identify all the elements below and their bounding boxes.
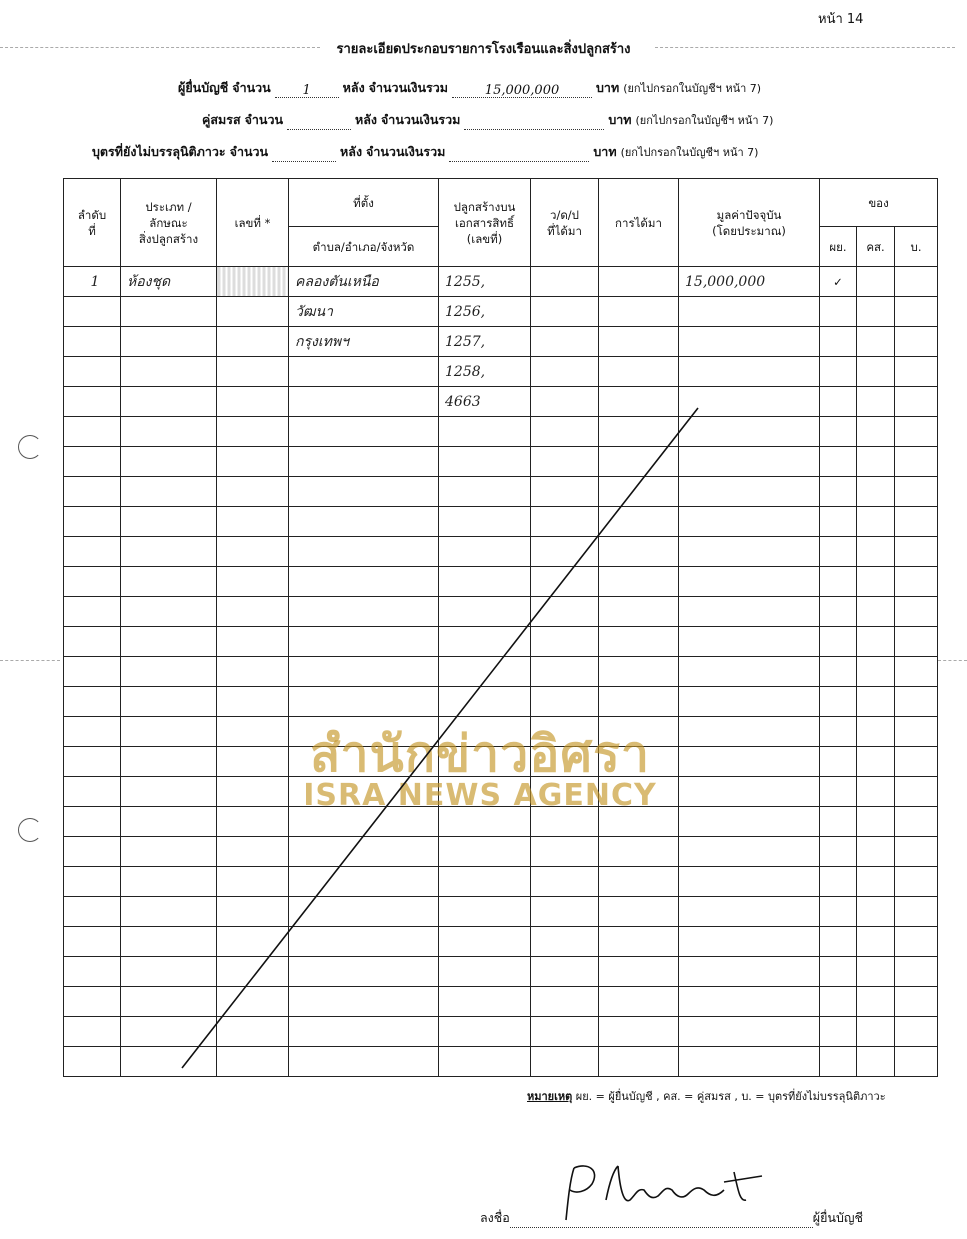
header-owner-child: บ. [895, 227, 938, 267]
cell-location: คลองตันเหนือ [289, 267, 439, 297]
summary-count-label: จำนวน [232, 80, 271, 95]
summary-who: คู่สมรส [202, 112, 241, 127]
header-owner: ของ [820, 179, 938, 227]
header-owner-spouse: คส. [857, 227, 895, 267]
summary-currency: บาท [596, 80, 620, 95]
cell-deed: 1256, [439, 297, 531, 327]
summary-count-value: 1 [275, 83, 339, 98]
summary-amount-label: จำนวนเงินรวม [366, 144, 446, 159]
watermark-thai: สำนักข่าวอิศรา [309, 725, 651, 783]
cell-deed: 1258, [439, 357, 531, 387]
summary-note: (ยกไปกรอกในบัญชีฯ หน้า 7) [635, 114, 774, 127]
footnote-label: หมายเหตุ [527, 1090, 573, 1103]
signature-scribble [548, 1160, 778, 1226]
page-label: หน้า 14 [818, 12, 864, 27]
summary-note: (ยกไปกรอกในบัญชีฯ หน้า 7) [623, 82, 762, 95]
header-location-sub: ตำบล/อำเภอ/จังหวัด [289, 227, 439, 267]
page-title: รายละเอียดประกอบรายการโรงเรือนและสิ่งปลูกสร้าง [336, 42, 631, 57]
header-no: ลำดับ ที่ [64, 179, 121, 267]
summary-count-label: จำนวน [229, 144, 269, 159]
summary-amount-value: 15,000,000 [452, 83, 592, 98]
cell-deed: 4663 [439, 387, 531, 417]
footnote [527, 1087, 886, 1105]
cell-value: 15,000,000 [679, 267, 820, 297]
header-date: ว/ด/ป ที่ได้มา [531, 179, 599, 267]
signer-label: ผู้ยื่นบัญชี [812, 1210, 864, 1225]
cell-self: ✓ [820, 267, 857, 297]
summary-currency: บาท [608, 112, 632, 127]
header-location: ที่ตั้ง [289, 179, 439, 227]
summary-unit: หลัง [340, 144, 363, 159]
summary-amount-label: จำนวนเงินรวม [368, 80, 449, 95]
summary-note: (ยกไปกรอกในบัญชีฯ หน้า 7) [620, 146, 759, 159]
watermark-english: ISRA NEWS AGENCY [303, 778, 657, 813]
summary-unit: หลัง [354, 112, 377, 127]
cell-location: กรุงเทพฯ [289, 327, 439, 357]
header-number: เลขที่ * [217, 179, 289, 267]
header-type: ประเภท / ลักษณะ สิ่งปลูกสร้าง [121, 179, 217, 267]
cell-type: ห้องชุด [121, 267, 217, 297]
header-value: มูลค่าปัจจุบัน (โดยประมาณ) [679, 179, 820, 267]
cell-no: 1 [64, 267, 121, 297]
summary-currency: บาท [593, 144, 617, 159]
cell-deed: 1255, [439, 267, 531, 297]
cell-location: วัฒนา [289, 297, 439, 327]
summary-amount-label: จำนวนเงินรวม [380, 112, 461, 127]
summary-who: ผู้ยื่นบัญชี [178, 80, 229, 95]
header-owner-self: ผย. [820, 227, 857, 267]
summary-unit: หลัง [342, 80, 365, 95]
header-acquired: การได้มา [599, 179, 679, 267]
sign-label: ลงชื่อ [480, 1210, 510, 1225]
summary-count-label: จำนวน [244, 112, 284, 127]
footnote-text: ผย. = ผู้ยื่นบัญชี , คส. = คู่สมรส , บ. = บุตรที่ยังไม่บรรลุนิติภาวะ [575, 1090, 886, 1103]
summary-who: บุตรที่ยังไม่บรรลุนิติภาวะ [92, 144, 226, 159]
cell-deed: 1257, [439, 327, 531, 357]
header-deed: ปลูกสร้างบน เอกสารสิทธิ์ (เลขที่) [439, 179, 531, 267]
